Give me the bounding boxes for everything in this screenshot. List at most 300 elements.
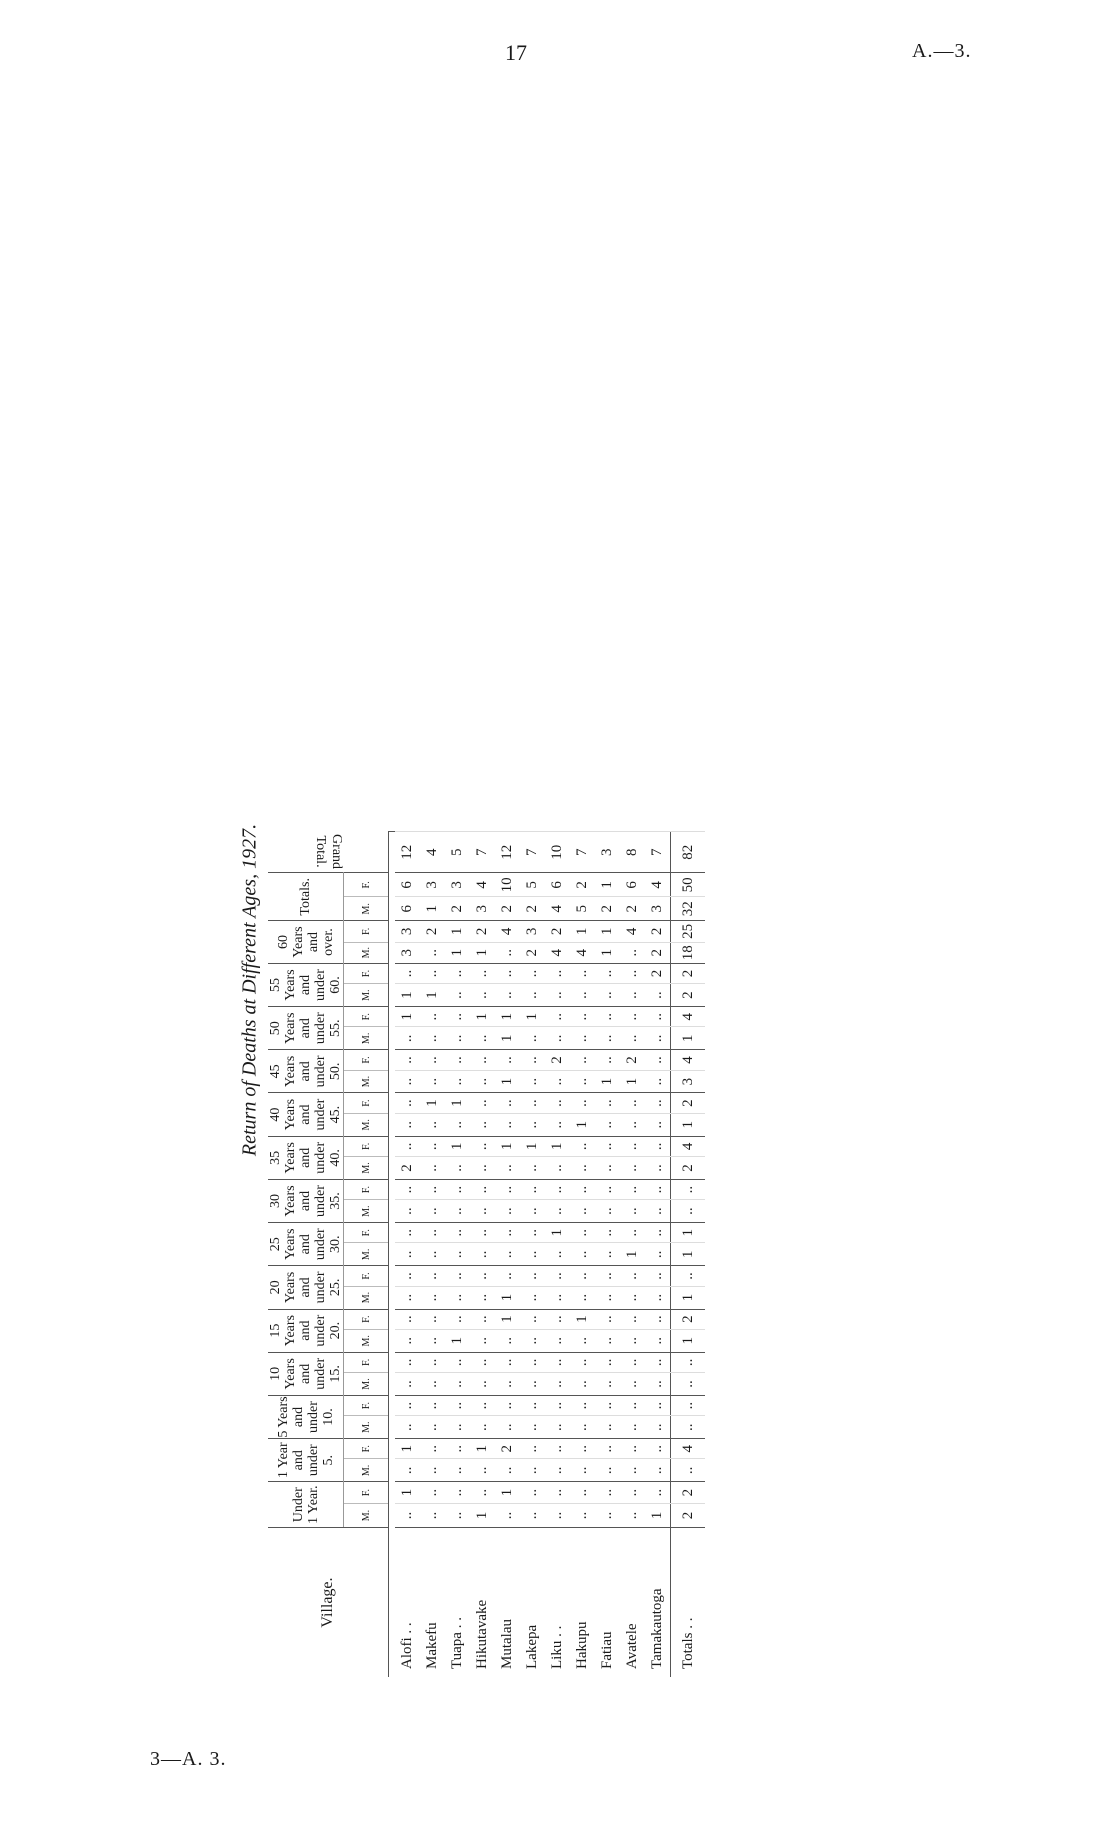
count-cell: .. xyxy=(570,1286,595,1309)
count-cell: .. xyxy=(395,1093,420,1113)
count-cell: .. xyxy=(520,1416,545,1439)
count-cell: .. xyxy=(620,1309,645,1329)
count-cell: .. xyxy=(445,1373,470,1396)
count-cell: .. xyxy=(570,1027,595,1050)
count-cell: .. xyxy=(595,1027,620,1050)
count-cell: .. xyxy=(570,1329,595,1352)
count-cell: .. xyxy=(620,1482,645,1504)
count-cell: .. xyxy=(470,1050,495,1070)
count-cell: .. xyxy=(645,1286,671,1309)
count-cell: .. xyxy=(395,1352,420,1372)
count-cell: 2 xyxy=(495,1439,520,1459)
count-cell: .. xyxy=(470,1027,495,1050)
count-cell: .. xyxy=(445,1113,470,1136)
age-group-header: 20 Years and under 25. xyxy=(268,1266,344,1309)
count-cell: .. xyxy=(570,1439,595,1459)
count-cell: .. xyxy=(570,1093,595,1113)
count-cell: .. xyxy=(620,1093,645,1113)
count-cell: .. xyxy=(420,1459,445,1482)
count-cell: .. xyxy=(495,1459,520,1482)
count-cell: .. xyxy=(595,1503,620,1527)
grand-total-cell: 4 xyxy=(420,832,445,873)
count-cell: 4 xyxy=(470,873,495,897)
village-name: Tuapa . . xyxy=(445,1528,470,1677)
count-cell: .. xyxy=(570,1200,595,1223)
count-cell: .. xyxy=(495,1352,520,1372)
count-cell: .. xyxy=(420,1027,445,1050)
male-column-header: M. xyxy=(344,1113,389,1136)
table-row xyxy=(520,832,545,1678)
count-cell: .. xyxy=(470,1243,495,1266)
count-cell: .. xyxy=(620,963,645,983)
count-cell: .. xyxy=(595,1136,620,1156)
grand-total-cell: 5 xyxy=(445,832,470,873)
count-cell: .. xyxy=(545,1179,570,1199)
age-group-header: 40 Years and under 45. xyxy=(268,1093,344,1136)
count-cell: .. xyxy=(470,1223,495,1243)
village-name: Hakupu xyxy=(570,1528,595,1677)
count-cell: 4 xyxy=(671,1439,706,1459)
table-body xyxy=(389,832,706,1678)
count-cell: .. xyxy=(520,1503,545,1527)
count-cell: .. xyxy=(420,1200,445,1223)
count-cell: 1 xyxy=(671,1286,706,1309)
count-cell: .. xyxy=(671,1416,706,1439)
count-cell: .. xyxy=(395,1286,420,1309)
table-row xyxy=(645,832,671,1678)
count-cell: .. xyxy=(620,1286,645,1309)
table-row xyxy=(545,832,570,1678)
count-cell: .. xyxy=(620,1416,645,1439)
count-cell: 3 xyxy=(395,942,420,963)
count-cell: .. xyxy=(545,1027,570,1050)
count-cell: .. xyxy=(645,1459,671,1482)
grand-total-cell: 82 xyxy=(671,832,706,873)
count-cell: .. xyxy=(595,1157,620,1180)
count-cell: .. xyxy=(470,984,495,1007)
count-cell: 1 xyxy=(470,1439,495,1459)
count-cell: .. xyxy=(445,1070,470,1093)
count-cell: .. xyxy=(570,1503,595,1527)
count-cell: 1 xyxy=(570,1309,595,1329)
count-cell: .. xyxy=(620,1352,645,1372)
age-group-header: Totals. xyxy=(268,873,344,921)
count-cell: .. xyxy=(495,1329,520,1352)
count-cell: .. xyxy=(420,1395,445,1415)
count-cell: 6 xyxy=(395,873,420,897)
count-cell: 1 xyxy=(445,1329,470,1352)
count-cell: .. xyxy=(495,1416,520,1439)
age-group-header: 55 Years and under 60. xyxy=(268,963,344,1006)
count-cell: .. xyxy=(570,1266,595,1286)
count-cell: .. xyxy=(420,1050,445,1070)
count-cell: .. xyxy=(420,1223,445,1243)
count-cell: .. xyxy=(545,1309,570,1329)
count-cell: .. xyxy=(545,984,570,1007)
count-cell: 2 xyxy=(420,921,445,942)
count-cell: .. xyxy=(595,1373,620,1396)
count-cell: .. xyxy=(645,1113,671,1136)
count-cell: 6 xyxy=(395,897,420,921)
count-cell: .. xyxy=(520,1050,545,1070)
count-cell: 2 xyxy=(545,1050,570,1070)
count-cell: .. xyxy=(395,1136,420,1156)
count-cell: .. xyxy=(445,1286,470,1309)
age-group-header: 50 Years and under 55. xyxy=(268,1007,344,1050)
count-cell: .. xyxy=(620,984,645,1007)
count-cell: 3 xyxy=(395,921,420,942)
count-cell: .. xyxy=(520,1309,545,1329)
age-group-header-row xyxy=(268,832,344,1678)
count-cell: .. xyxy=(595,1007,620,1027)
count-cell: 2 xyxy=(671,1503,706,1527)
count-cell: .. xyxy=(420,1482,445,1504)
count-cell: .. xyxy=(395,1329,420,1352)
count-cell: .. xyxy=(570,1070,595,1093)
male-column-header: M. xyxy=(344,1373,389,1396)
footer-reference: 3—A. 3. xyxy=(150,1748,227,1770)
count-cell: .. xyxy=(420,1503,445,1527)
count-cell: .. xyxy=(570,1050,595,1070)
count-cell: .. xyxy=(520,1352,545,1372)
count-cell: 1 xyxy=(595,942,620,963)
count-cell: .. xyxy=(445,1179,470,1199)
count-cell: .. xyxy=(395,1200,420,1223)
count-cell: 1 xyxy=(420,1093,445,1113)
count-cell: 1 xyxy=(395,1007,420,1027)
count-cell: 1 xyxy=(671,1027,706,1050)
count-cell: .. xyxy=(520,1243,545,1266)
count-cell: 1 xyxy=(470,1007,495,1027)
count-cell: .. xyxy=(570,1136,595,1156)
count-cell: 1 xyxy=(495,1070,520,1093)
deaths-table-container xyxy=(268,831,705,1677)
male-column-header: M. xyxy=(344,1459,389,1482)
count-cell: .. xyxy=(595,1416,620,1439)
count-cell: 2 xyxy=(470,921,495,942)
count-cell: 2 xyxy=(520,897,545,921)
male-column-header: M. xyxy=(344,1416,389,1439)
count-cell: 1 xyxy=(671,1223,706,1243)
count-cell: 32 xyxy=(671,897,706,921)
count-cell: .. xyxy=(545,1395,570,1415)
count-cell: 1 xyxy=(620,1070,645,1093)
count-cell: .. xyxy=(470,1482,495,1504)
count-cell: 1 xyxy=(495,1136,520,1156)
count-cell: .. xyxy=(570,1179,595,1199)
count-cell: .. xyxy=(520,1113,545,1136)
count-cell: .. xyxy=(545,1093,570,1113)
grand-total-cell: 12 xyxy=(395,832,420,873)
count-cell: .. xyxy=(470,963,495,983)
count-cell: .. xyxy=(545,963,570,983)
count-cell: .. xyxy=(445,1503,470,1527)
table-row xyxy=(495,832,520,1678)
count-cell: .. xyxy=(595,984,620,1007)
count-cell: .. xyxy=(420,1007,445,1027)
count-cell: .. xyxy=(645,1007,671,1027)
count-cell: .. xyxy=(395,1416,420,1439)
count-cell: .. xyxy=(520,1286,545,1309)
village-name: Lakepa xyxy=(520,1528,545,1677)
count-cell: .. xyxy=(445,1395,470,1415)
count-cell: .. xyxy=(545,1439,570,1459)
count-cell: 18 xyxy=(671,942,706,963)
count-cell: .. xyxy=(445,1157,470,1180)
table-row xyxy=(445,832,470,1678)
count-cell: 1 xyxy=(671,1113,706,1136)
count-cell: .. xyxy=(645,1179,671,1199)
count-cell: 1 xyxy=(595,1070,620,1093)
count-cell: .. xyxy=(645,1050,671,1070)
count-cell: .. xyxy=(495,942,520,963)
count-cell: .. xyxy=(545,1157,570,1180)
count-cell: .. xyxy=(395,1113,420,1136)
count-cell: 2 xyxy=(620,1050,645,1070)
count-cell: 1 xyxy=(595,921,620,942)
count-cell: 1 xyxy=(671,1329,706,1352)
count-cell: .. xyxy=(495,1503,520,1527)
count-cell: .. xyxy=(645,1157,671,1180)
age-group-header: 30 Years and under 35. xyxy=(268,1179,344,1222)
count-cell: .. xyxy=(420,1373,445,1396)
female-column-header: F. xyxy=(344,1179,389,1199)
count-cell: .. xyxy=(570,1007,595,1027)
age-group-header: 5 Years and under 10. xyxy=(268,1395,344,1438)
count-cell: .. xyxy=(545,1352,570,1372)
count-cell: 3 xyxy=(645,897,671,921)
count-cell: .. xyxy=(395,1395,420,1415)
count-cell: 5 xyxy=(520,873,545,897)
female-column-header: F. xyxy=(344,1395,389,1415)
count-cell: .. xyxy=(570,1352,595,1372)
count-cell: .. xyxy=(595,1329,620,1352)
count-cell: .. xyxy=(445,1007,470,1027)
male-column-header: M. xyxy=(344,1243,389,1266)
male-column-header: M. xyxy=(344,1329,389,1352)
count-cell: .. xyxy=(620,1200,645,1223)
count-cell: .. xyxy=(395,1223,420,1243)
count-cell: 4 xyxy=(570,942,595,963)
count-cell: 1 xyxy=(495,1482,520,1504)
count-cell: .. xyxy=(520,1070,545,1093)
count-cell: .. xyxy=(620,1136,645,1156)
count-cell: 10 xyxy=(495,873,520,897)
count-cell: .. xyxy=(671,1459,706,1482)
grand-total-column-header xyxy=(268,832,389,873)
count-cell: .. xyxy=(470,1416,495,1439)
count-cell: 1 xyxy=(570,1113,595,1136)
count-cell: .. xyxy=(520,1223,545,1243)
count-cell: 2 xyxy=(671,1157,706,1180)
count-cell: .. xyxy=(595,1309,620,1329)
age-group-header: 10 Years and under 15. xyxy=(268,1352,344,1395)
count-cell: .. xyxy=(595,1200,620,1223)
count-cell: .. xyxy=(470,1286,495,1309)
count-cell: .. xyxy=(420,1070,445,1093)
grand-total-header-label: Grand Total. xyxy=(313,834,344,870)
female-column-header: F. xyxy=(344,1223,389,1243)
count-cell: .. xyxy=(570,1243,595,1266)
count-cell: 1 xyxy=(420,897,445,921)
count-cell: .. xyxy=(545,1503,570,1527)
male-column-header: M. xyxy=(344,897,389,921)
count-cell: 1 xyxy=(645,1503,671,1527)
count-cell: .. xyxy=(495,1050,520,1070)
female-column-header: F. xyxy=(344,921,389,942)
count-cell: .. xyxy=(595,963,620,983)
count-cell: .. xyxy=(470,1373,495,1396)
count-cell: .. xyxy=(495,1093,520,1113)
count-cell: .. xyxy=(645,1439,671,1459)
female-column-header: F. xyxy=(344,1093,389,1113)
village-name: Totals . . xyxy=(671,1528,706,1677)
count-cell: .. xyxy=(645,1093,671,1113)
count-cell: .. xyxy=(420,1416,445,1439)
count-cell: .. xyxy=(520,1459,545,1482)
count-cell: 1 xyxy=(395,1439,420,1459)
count-cell: 3 xyxy=(470,897,495,921)
count-cell: .. xyxy=(620,1373,645,1396)
count-cell: .. xyxy=(470,1309,495,1329)
count-cell: .. xyxy=(520,1266,545,1286)
count-cell: .. xyxy=(470,1266,495,1286)
age-group-header: 25 Years and under 30. xyxy=(268,1223,344,1266)
count-cell: .. xyxy=(470,1113,495,1136)
count-cell: 4 xyxy=(645,873,671,897)
count-cell: .. xyxy=(470,1352,495,1372)
count-cell: .. xyxy=(420,1439,445,1459)
count-cell: 2 xyxy=(645,942,671,963)
male-column-header: M. xyxy=(344,1503,389,1527)
count-cell: 2 xyxy=(645,921,671,942)
table-row xyxy=(420,832,445,1678)
village-name: Alofi . . xyxy=(395,1528,420,1677)
count-cell: 1 xyxy=(395,1482,420,1504)
count-cell: .. xyxy=(645,1373,671,1396)
count-cell: .. xyxy=(520,1482,545,1504)
count-cell: .. xyxy=(420,1136,445,1156)
count-cell: 1 xyxy=(495,1027,520,1050)
male-column-header: M. xyxy=(344,1286,389,1309)
count-cell: .. xyxy=(495,1113,520,1136)
count-cell: 3 xyxy=(445,873,470,897)
count-cell: .. xyxy=(395,1243,420,1266)
count-cell: .. xyxy=(445,1439,470,1459)
count-cell: 1 xyxy=(495,1007,520,1027)
count-cell: .. xyxy=(445,1050,470,1070)
count-cell: .. xyxy=(420,1113,445,1136)
count-cell: .. xyxy=(420,1157,445,1180)
count-cell: .. xyxy=(395,963,420,983)
count-cell: 1 xyxy=(420,984,445,1007)
count-cell: 1 xyxy=(620,1243,645,1266)
count-cell: 1 xyxy=(445,942,470,963)
female-column-header: F. xyxy=(344,873,389,897)
count-cell: 1 xyxy=(445,1136,470,1156)
count-cell: .. xyxy=(495,1373,520,1396)
count-cell: .. xyxy=(495,1266,520,1286)
count-cell: .. xyxy=(645,1266,671,1286)
count-cell: .. xyxy=(395,1503,420,1527)
count-cell: 2 xyxy=(671,1093,706,1113)
count-cell: 2 xyxy=(671,963,706,983)
count-cell: .. xyxy=(671,1373,706,1396)
count-cell: 2 xyxy=(495,897,520,921)
count-cell: .. xyxy=(470,1157,495,1180)
count-cell: .. xyxy=(445,1200,470,1223)
count-cell: .. xyxy=(545,1070,570,1093)
count-cell: .. xyxy=(671,1200,706,1223)
count-cell: 6 xyxy=(545,873,570,897)
count-cell: 1 xyxy=(570,921,595,942)
count-cell: .. xyxy=(520,1395,545,1415)
count-cell: 2 xyxy=(620,897,645,921)
count-cell: .. xyxy=(395,1070,420,1093)
count-cell: .. xyxy=(570,984,595,1007)
count-cell: 4 xyxy=(545,897,570,921)
count-cell: 4 xyxy=(495,921,520,942)
grand-total-cell: 7 xyxy=(470,832,495,873)
count-cell: .. xyxy=(420,1352,445,1372)
count-cell: .. xyxy=(620,1503,645,1527)
count-cell: 1 xyxy=(445,921,470,942)
count-cell: .. xyxy=(495,1223,520,1243)
female-column-header: F. xyxy=(344,1439,389,1459)
count-cell: 1 xyxy=(520,1136,545,1156)
count-cell: .. xyxy=(620,1113,645,1136)
count-cell: .. xyxy=(620,942,645,963)
count-cell: .. xyxy=(645,1309,671,1329)
count-cell: .. xyxy=(470,1459,495,1482)
village-name: Tamakautoga xyxy=(645,1528,671,1677)
count-cell: .. xyxy=(495,1243,520,1266)
count-cell: .. xyxy=(620,1027,645,1050)
count-cell: 2 xyxy=(645,963,671,983)
count-cell: 2 xyxy=(595,897,620,921)
count-cell: 1 xyxy=(545,1136,570,1156)
age-group-header: 35 Years and under 40. xyxy=(268,1136,344,1179)
male-column-header: M. xyxy=(344,1027,389,1050)
grand-total-cell: 10 xyxy=(545,832,570,873)
village-name: Fatiau xyxy=(595,1528,620,1677)
male-column-header: M. xyxy=(344,1157,389,1180)
count-cell: 1 xyxy=(520,1007,545,1027)
female-column-header: F. xyxy=(344,1266,389,1286)
table-row xyxy=(470,832,495,1678)
table-row xyxy=(395,832,420,1678)
count-cell: .. xyxy=(420,1243,445,1266)
count-cell: 2 xyxy=(570,873,595,897)
document-reference: A.—3. xyxy=(912,40,972,62)
grand-total-cell: 12 xyxy=(495,832,520,873)
age-group-header: 45 Years and under 50. xyxy=(268,1050,344,1093)
count-cell: .. xyxy=(470,1179,495,1199)
count-cell: 50 xyxy=(671,873,706,897)
count-cell: .. xyxy=(445,1243,470,1266)
count-cell: .. xyxy=(595,1439,620,1459)
count-cell: 2 xyxy=(671,1482,706,1504)
count-cell: 2 xyxy=(545,921,570,942)
count-cell: .. xyxy=(570,1395,595,1415)
age-group-header: Under 1 Year. xyxy=(268,1482,344,1528)
grand-total-cell: 3 xyxy=(595,832,620,873)
count-cell: .. xyxy=(445,963,470,983)
count-cell: 3 xyxy=(420,873,445,897)
count-cell: .. xyxy=(645,1352,671,1372)
count-cell: .. xyxy=(520,1200,545,1223)
count-cell: .. xyxy=(470,1329,495,1352)
